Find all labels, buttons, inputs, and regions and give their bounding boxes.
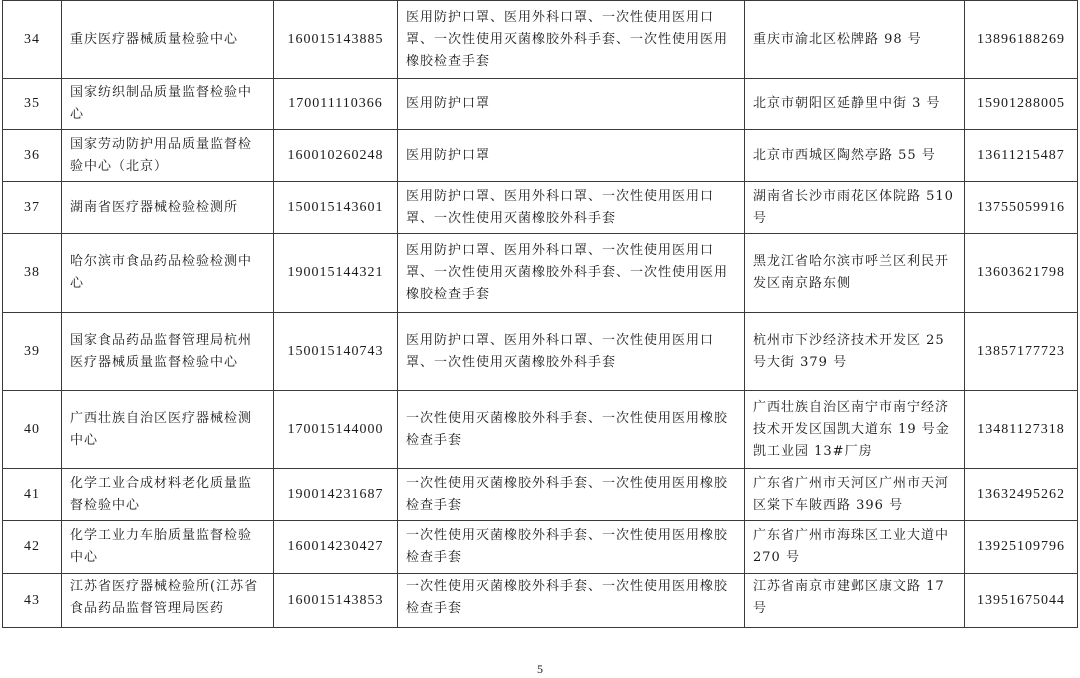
row-number: 41 <box>3 469 62 521</box>
product-scope: 医用防护口罩、医用外科口罩、一次性使用医用口罩、一次性使用灭菌橡胶外科手套、一次性使用医用橡胶检查手套 <box>398 1 745 79</box>
address: 重庆市渝北区松牌路 98 号 <box>745 1 965 79</box>
table-row <box>3 391 1078 469</box>
contact-phone: 15901288005 <box>965 79 1078 130</box>
accreditation-code: 170015144000 <box>274 391 398 469</box>
address: 北京市朝阳区延静里中街 3 号 <box>745 79 965 130</box>
contact-phone: 13896188269 <box>965 1 1078 79</box>
row-number: 40 <box>3 391 62 469</box>
institution-name-text: 江苏省医疗器械检验所(江苏省食品药品监督管理局医药 <box>70 579 259 616</box>
table-row <box>3 130 1078 182</box>
table-row <box>3 79 1078 130</box>
product-scope: 一次性使用灭菌橡胶外科手套、一次性使用医用橡胶检查手套 <box>398 391 745 469</box>
row-number: 39 <box>3 313 62 391</box>
address: 广东省广州市天河区广州市天河区棠下车陂西路 396 号 <box>745 469 965 521</box>
row-number: 35 <box>3 79 62 130</box>
contact-phone: 13603621798 <box>965 234 1078 313</box>
accreditation-code: 150015140743 <box>274 313 398 391</box>
product-scope: 一次性使用灭菌橡胶外科手套、一次性使用医用橡胶检查手套 <box>398 574 745 628</box>
product-scope: 医用防护口罩 <box>398 79 745 130</box>
address: 广东省广州市海珠区工业大道中 270 号 <box>745 521 965 574</box>
institution-name <box>62 574 274 628</box>
address: 江苏省南京市建邺区康文路 17 号 <box>745 574 965 628</box>
address: 北京市西城区陶然亭路 55 号 <box>745 130 965 182</box>
row-number: 38 <box>3 234 62 313</box>
table-row <box>3 574 1078 628</box>
institution-name: 国家食品药品监督管理局杭州医疗器械质量监督检验中心 <box>62 313 274 391</box>
accreditation-code: 160010260248 <box>274 130 398 182</box>
accreditation-code: 160014230427 <box>274 521 398 574</box>
institution-name: 重庆医疗器械质量检验中心 <box>62 1 274 79</box>
contact-phone: 13481127318 <box>965 391 1078 469</box>
table-row <box>3 234 1078 313</box>
testing-institutions-table <box>2 0 1078 628</box>
accreditation-code: 170011110366 <box>274 79 398 130</box>
address: 黑龙江省哈尔滨市呼兰区利民开发区南京路东侧 <box>745 234 965 313</box>
product-scope: 医用防护口罩、医用外科口罩、一次性使用医用口罩、一次性使用灭菌橡胶外科手套 <box>398 313 745 391</box>
product-scope: 医用防护口罩 <box>398 130 745 182</box>
institution-name: 化学工业力车胎质量监督检验中心 <box>62 521 274 574</box>
institution-name: 化学工业合成材料老化质量监督检验中心 <box>62 469 274 521</box>
accreditation-code: 160015143885 <box>274 1 398 79</box>
row-number: 42 <box>3 521 62 574</box>
contact-phone: 13857177723 <box>965 313 1078 391</box>
table-row <box>3 182 1078 234</box>
institution-name: 湖南省医疗器械检验检测所 <box>62 182 274 234</box>
address: 广西壮族自治区南宁市南宁经济技术开发区国凯大道东 19 号金凯工业园 13#厂房 <box>745 391 965 469</box>
contact-phone: 13755059916 <box>965 182 1078 234</box>
contact-phone: 13632495262 <box>965 469 1078 521</box>
accreditation-code: 190014231687 <box>274 469 398 521</box>
accreditation-code: 160015143853 <box>274 574 398 628</box>
address: 湖南省长沙市雨花区体院路 510 号 <box>745 182 965 234</box>
contact-phone: 13925109796 <box>965 521 1078 574</box>
product-scope: 一次性使用灭菌橡胶外科手套、一次性使用医用橡胶检查手套 <box>398 469 745 521</box>
table-row <box>3 469 1078 521</box>
table-row <box>3 1 1078 79</box>
accreditation-code: 150015143601 <box>274 182 398 234</box>
row-number: 43 <box>3 574 62 628</box>
table-row <box>3 313 1078 391</box>
row-number: 34 <box>3 1 62 79</box>
page-number: 5 <box>537 662 543 676</box>
address: 杭州市下沙经济技术开发区 25 号大街 379 号 <box>745 313 965 391</box>
contact-phone: 13611215487 <box>965 130 1078 182</box>
institution-name: 广西壮族自治区医疗器械检测中心 <box>62 391 274 469</box>
table-row <box>3 521 1078 574</box>
contact-phone: 13951675044 <box>965 574 1078 628</box>
accreditation-code: 190015144321 <box>274 234 398 313</box>
institution-name: 国家劳动防护用品质量监督检验中心（北京） <box>62 130 274 182</box>
row-number: 37 <box>3 182 62 234</box>
institution-name: 哈尔滨市食品药品检验检测中心 <box>62 234 274 313</box>
row-number: 36 <box>3 130 62 182</box>
institution-name: 国家纺织制品质量监督检验中心 <box>62 79 274 130</box>
product-scope: 医用防护口罩、医用外科口罩、一次性使用医用口罩、一次性使用灭菌橡胶外科手套 <box>398 182 745 234</box>
product-scope: 一次性使用灭菌橡胶外科手套、一次性使用医用橡胶检查手套 <box>398 521 745 574</box>
product-scope: 医用防护口罩、医用外科口罩、一次性使用医用口罩、一次性使用灭菌橡胶外科手套、一次性使用医用橡胶检查手套 <box>398 234 745 313</box>
